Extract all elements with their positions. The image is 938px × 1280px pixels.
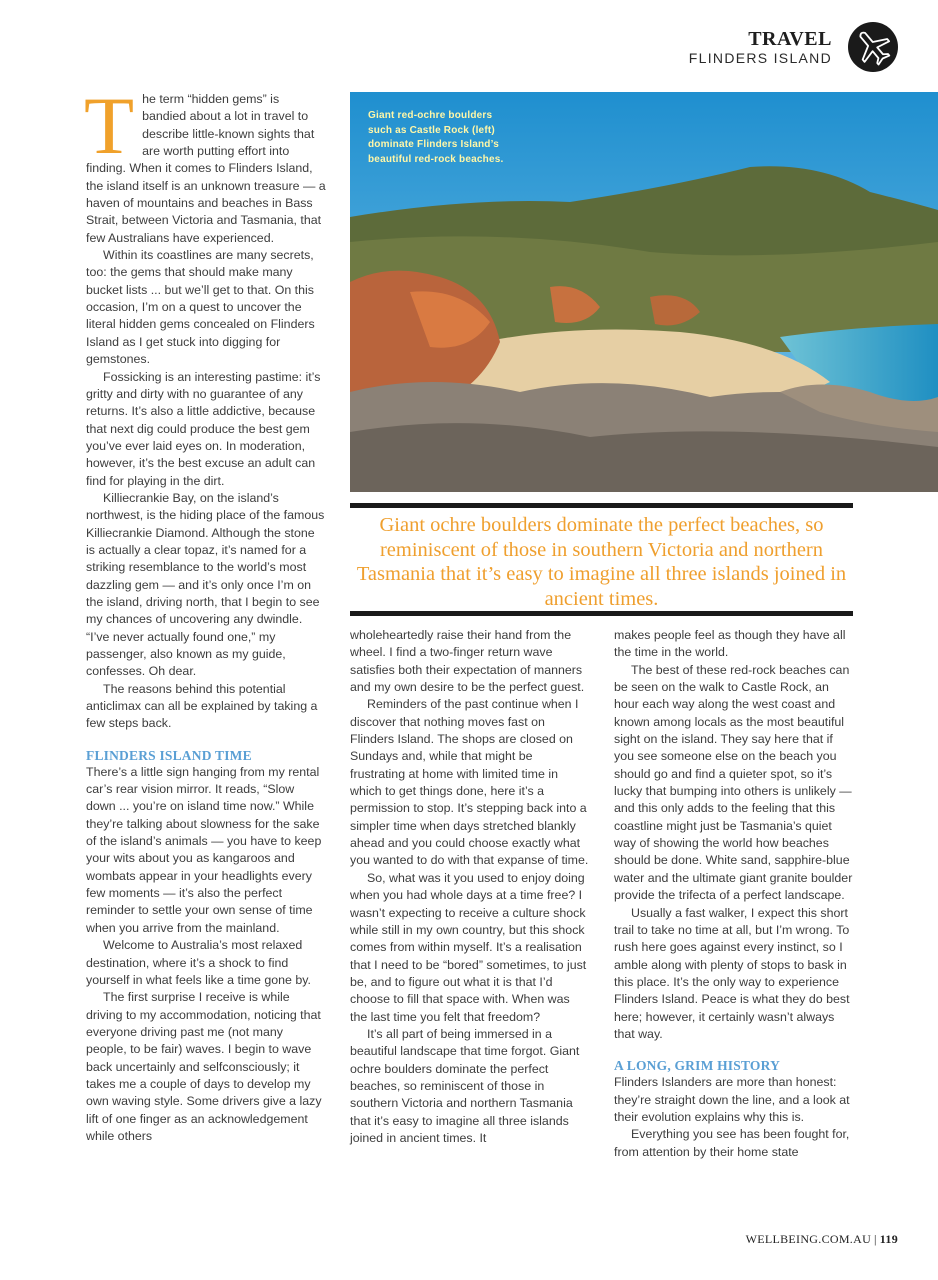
paragraph: Within its coastlines are many secrets, too: the gems that should make many bucket lists ... but we’ll get to that. On this occasion, I’m on a quest to uncover the literal hidden gems concealed on Flinders Island as I get stuck into digging for gemstones. (86, 248, 315, 367)
paragraph: Welcome to Australia’s most relaxed destination, where it’s a shock to find yourself in what feels like a time gone by. (86, 938, 311, 987)
page-header (538, 22, 918, 74)
paragraph: There’s a little sign hanging from my rental car’s rear vision mirror. It reads, “Slow down ... you’re on island time now.” While they’re talking about slowness for the sake of the island’s animals — you have to keep your wits about you as kangaroos and wombats appear in your headlights every few moments — it’s also the perfect reminder to settle your own sense of time when you arrive from the mainland. (86, 764, 322, 935)
paragraph: Usually a fast walker, I expect this short trail to take no time at all, but I’m wrong. To rush here goes against every instinct, so I amble along with plenty of stops to bask in this place. It’s the only way to experience Flinders Island. Peace is what they do best here; however, it certainly wasn’t always that way. (614, 905, 850, 1041)
pull-quote (350, 503, 853, 616)
article-column-2 (350, 627, 590, 1147)
paragraph: makes people feel as though they have all the time in the world. (614, 628, 846, 660)
subheading: A LONG, GRIM HISTORY (614, 1058, 781, 1074)
intro-paragraph: The term “hidden gems” is bandied about a lot in travel to describe little-known sights that are worth putting effort into finding. When it comes to Flinders Island, the island itself is an unknown treasure — a haven of mountains and beaches in Bass Strait, between Victoria and Tasmania, that few Australians have experienced. (84, 80, 326, 245)
pull-quote-text: Giant ochre boulders dominate the perfect beaches, so reminiscent of those in southern Victoria and northern Tasmania that it’s easy to imagine all three islands joined in ancient times. (356, 514, 847, 610)
paragraph: The reasons behind this potential anticlimax can all be explained by taking a few steps back. (86, 681, 318, 731)
website-link[interactable]: WELLBEING.COM.AU (745, 1232, 872, 1246)
drop-cap: T (84, 80, 135, 171)
paragraph: So, what was it you used to enjoy doing when you had whole days at a time free? I wasn’t expecting to receive a culture shock while still in my own country, but this shock comes from within myself. It’s a realisation that I need to be “bored” sometimes, to just be, and to figure out what it is that I’d choose to fill that space with. When was the last time you felt that freedom? (350, 870, 587, 1024)
section-title: TRAVEL (748, 28, 832, 50)
pull-quote-top-rule (350, 503, 853, 508)
paragraph: The best of these red-rock beaches can be seen on the walk to Castle Rock, an hour each way along the west coast and known among locals as the most beautiful sight on the island. They say here that if you see someone else on the beach you should go and find a quieter spot, so it’s lucky that bumping into others is unlikely — and this only adds to the feeling that this coastline might just be Tasmania’s quiet way of showing the world how beaches should be done. White sand, sapphire-blue water and the ultimate giant granite boulder provide the trifecta of a perfect landscape. (614, 662, 853, 903)
pull-quote-bottom-rule (350, 611, 853, 616)
paragraph: Flinders Islanders are more than honest: they’re straight down the line, and a look at their evolution explains why this is. (614, 1075, 850, 1124)
article-column-1 (84, 80, 326, 1145)
subheading: FLINDERS ISLAND TIME (86, 747, 252, 763)
page-footer (746, 1232, 898, 1247)
photo-caption: Giant red-ochre boulders such as Castle Rock (left) dominate Flinders Island’s beautiful red-rock beaches. (368, 110, 504, 165)
footer-separator: | (874, 1232, 877, 1246)
paragraph: The first surprise I receive is while driving to my accommodation, noticing that everyone driving past me (not many people, to be fair) waves. I begin to wave back uncertainly and selfconsciously; it takes me a couple of days to develop my own waving style. Some drivers give a lazy lift of one finger as an acknowledgement while others (86, 990, 322, 1143)
section-subtitle: FLINDERS ISLAND (688, 50, 832, 66)
page-number: 119 (879, 1232, 898, 1246)
paragraph: Everything you see has been fought for, from attention by their home state (614, 1127, 850, 1159)
article-column-3 (614, 627, 854, 1161)
paragraph: Killiecrankie Bay, on the island’s northwest, is the hiding place of the famous Killiecrankie Diamond. Although the stone is actually a clear topaz, it’s named for a striking resemblance to the world’s most dazzling gem — and it’s only once I’m on the island, driving north, that I begin to see my chances of uncovering any dwindle. “I’ve never actually found one,” my passenger, also known as my guide, confesses. Oh dear. (86, 490, 325, 679)
airplane-icon (848, 22, 898, 72)
paragraph: wholeheartedly raise their hand from the wheel. I find a two-finger return wave satisfies both their expectation of manners and my own desire to be the perfect guest. (350, 628, 585, 695)
paragraph: It’s all part of being immersed in a beautiful landscape that time forgot. Giant ochre boulders dominate the perfect beaches, so reminiscent of those in southern Victoria and northern Tasmania that it’s easy to imagine all three islands joined in ancient times. It (350, 1026, 580, 1145)
paragraph: Reminders of the past continue when I discover that nothing moves fast on Flinders Island. The shops are closed on Sundays and, while that might be frustrating at home with limited time in which to get things done, here it’s a permission to stop. It’s stepping back into a simpler time when days stretched blankly ahead and you could choose exactly what you wanted to do with that expanse of time. (350, 697, 589, 868)
hero-photo (350, 92, 938, 492)
paragraph: Fossicking is an interesting pastime: it’s gritty and dirty with no guarantee of any returns. It’s also a little addictive, because that next dig could produce the best gem you’ve ever laid eyes on. In moderation, however, it’s the best excuse an adult can find for playing in the dirt. (86, 369, 321, 488)
